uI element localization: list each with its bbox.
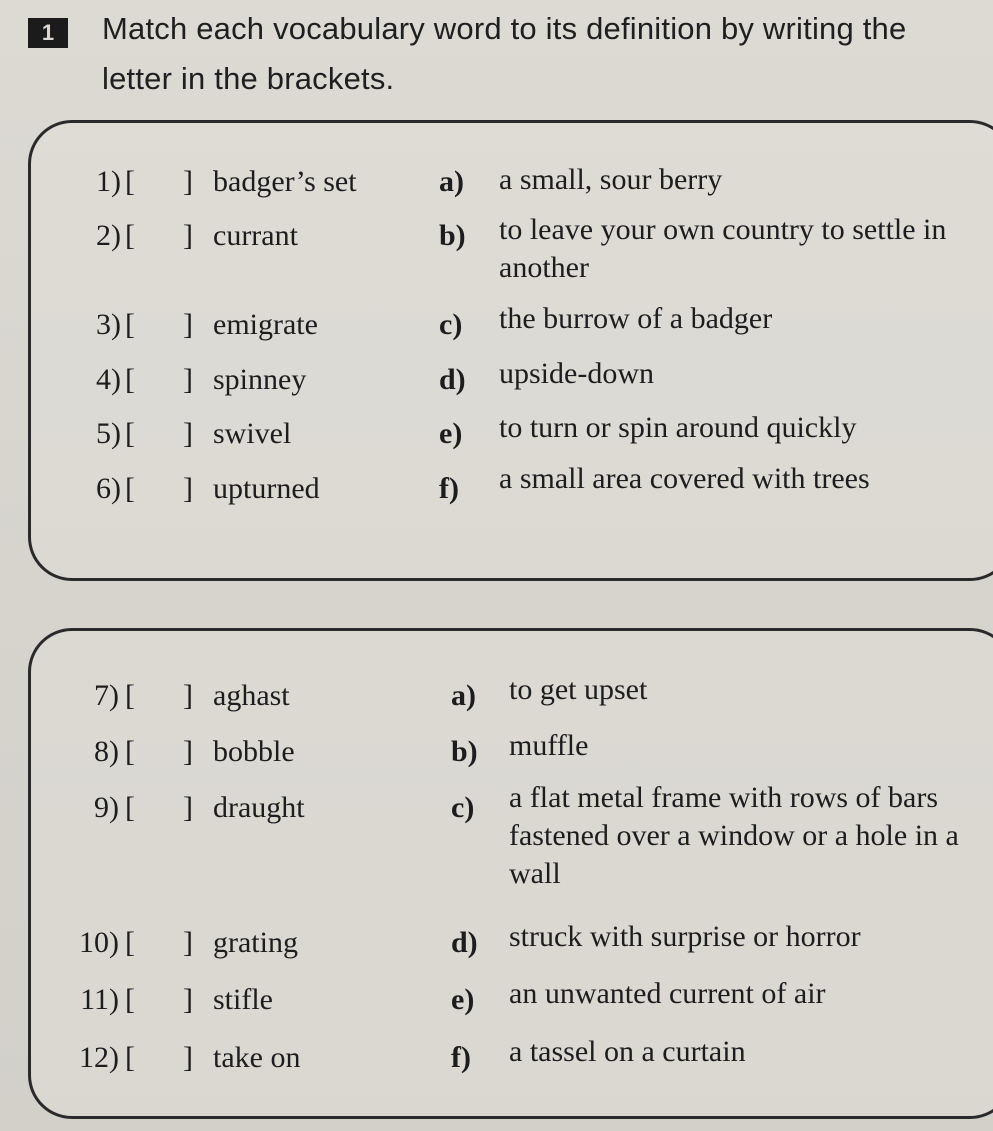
matching-box-1 [28,120,993,581]
definition-letter: f) [451,1041,471,1074]
answer-bracket-close: ] [183,679,193,712]
definition-text: a flat metal frame with rows of bars fastened over a window or a hole in a wall [509,781,959,890]
answer-bracket-close: ] [183,417,193,450]
item-number: 4) [96,363,121,396]
definition-text: a small, sour berry [499,163,723,196]
definition-text: a small area covered with trees [499,462,870,495]
answer-bracket-open: [ [125,165,135,198]
answer-bracket-close: ] [183,983,193,1016]
answer-bracket-open: [ [125,735,135,768]
item-number: 11) [80,983,119,1016]
vocabulary-word: currant [213,219,298,252]
item-number: 3) [96,308,121,341]
definition-letter: d) [439,363,466,396]
vocabulary-word: take on [213,1041,301,1074]
definition-text: a tassel on a curtain [509,1035,746,1068]
definition-letter: b) [439,219,466,252]
answer-bracket-open: [ [125,983,135,1016]
answer-bracket-open: [ [125,791,135,824]
answer-bracket-close: ] [183,1041,193,1074]
item-number: 6) [96,472,121,505]
answer-bracket-close: ] [183,791,193,824]
answer-bracket-close: ] [183,926,193,959]
definition-letter: e) [439,417,463,450]
answer-bracket-close: ] [183,308,193,341]
item-number: 5) [96,417,121,450]
item-number: 7) [94,679,119,712]
definition-text: to get upset [509,673,648,706]
vocabulary-word: upturned [213,472,320,505]
definition-letter: f) [439,472,459,505]
answer-bracket-close: ] [183,735,193,768]
definition-letter: c) [439,308,463,341]
definition-text: to turn or spin around quickly [499,411,857,444]
definition-letter: a) [439,165,464,198]
vocabulary-word: badger’s set [213,165,357,198]
definition-text: struck with surprise or horror [509,920,861,953]
definition-text: to leave your own country to settle in another [499,213,947,284]
answer-bracket-open: [ [125,219,135,252]
vocabulary-word: grating [213,926,298,959]
answer-bracket-open: [ [125,679,135,712]
item-number: 8) [94,735,119,768]
vocabulary-word: draught [213,791,305,824]
answer-bracket-open: [ [125,308,135,341]
answer-bracket-close: ] [183,165,193,198]
answer-bracket-close: ] [183,219,193,252]
item-number: 10) [79,926,119,959]
vocabulary-word: spinney [213,363,307,396]
definition-text: the burrow of a badger [499,302,773,335]
definition-letter: a) [451,679,476,712]
answer-bracket-open: [ [125,363,135,396]
answer-bracket-open: [ [125,417,135,450]
answer-bracket-open: [ [125,1041,135,1074]
definition-letter: b) [451,735,478,768]
exercise-instructions: Match each vocabulary word to its definition by writing the letter in the brackets. [102,11,907,96]
vocabulary-word: swivel [213,417,292,450]
answer-bracket-open: [ [125,926,135,959]
answer-bracket-close: ] [183,472,193,505]
answer-bracket-close: ] [183,363,193,396]
item-number: 2) [96,219,121,252]
item-number: 12) [79,1041,119,1074]
definition-text: an unwanted current of air [509,977,826,1010]
matching-box-2 [28,628,993,1119]
definition-letter: c) [451,791,475,824]
vocabulary-word: emigrate [213,308,318,341]
vocabulary-word: aghast [213,679,290,712]
item-number: 1) [96,165,121,198]
definition-text: upside-down [499,357,654,390]
definition-letter: d) [451,926,478,959]
item-number: 9) [94,791,119,824]
definition-letter: e) [451,983,475,1016]
exercise-number-badge: 1 [28,18,68,48]
vocabulary-word: bobble [213,735,295,768]
vocabulary-word: stifle [213,983,273,1016]
answer-bracket-open: [ [125,472,135,505]
definition-text: muffle [509,729,589,762]
